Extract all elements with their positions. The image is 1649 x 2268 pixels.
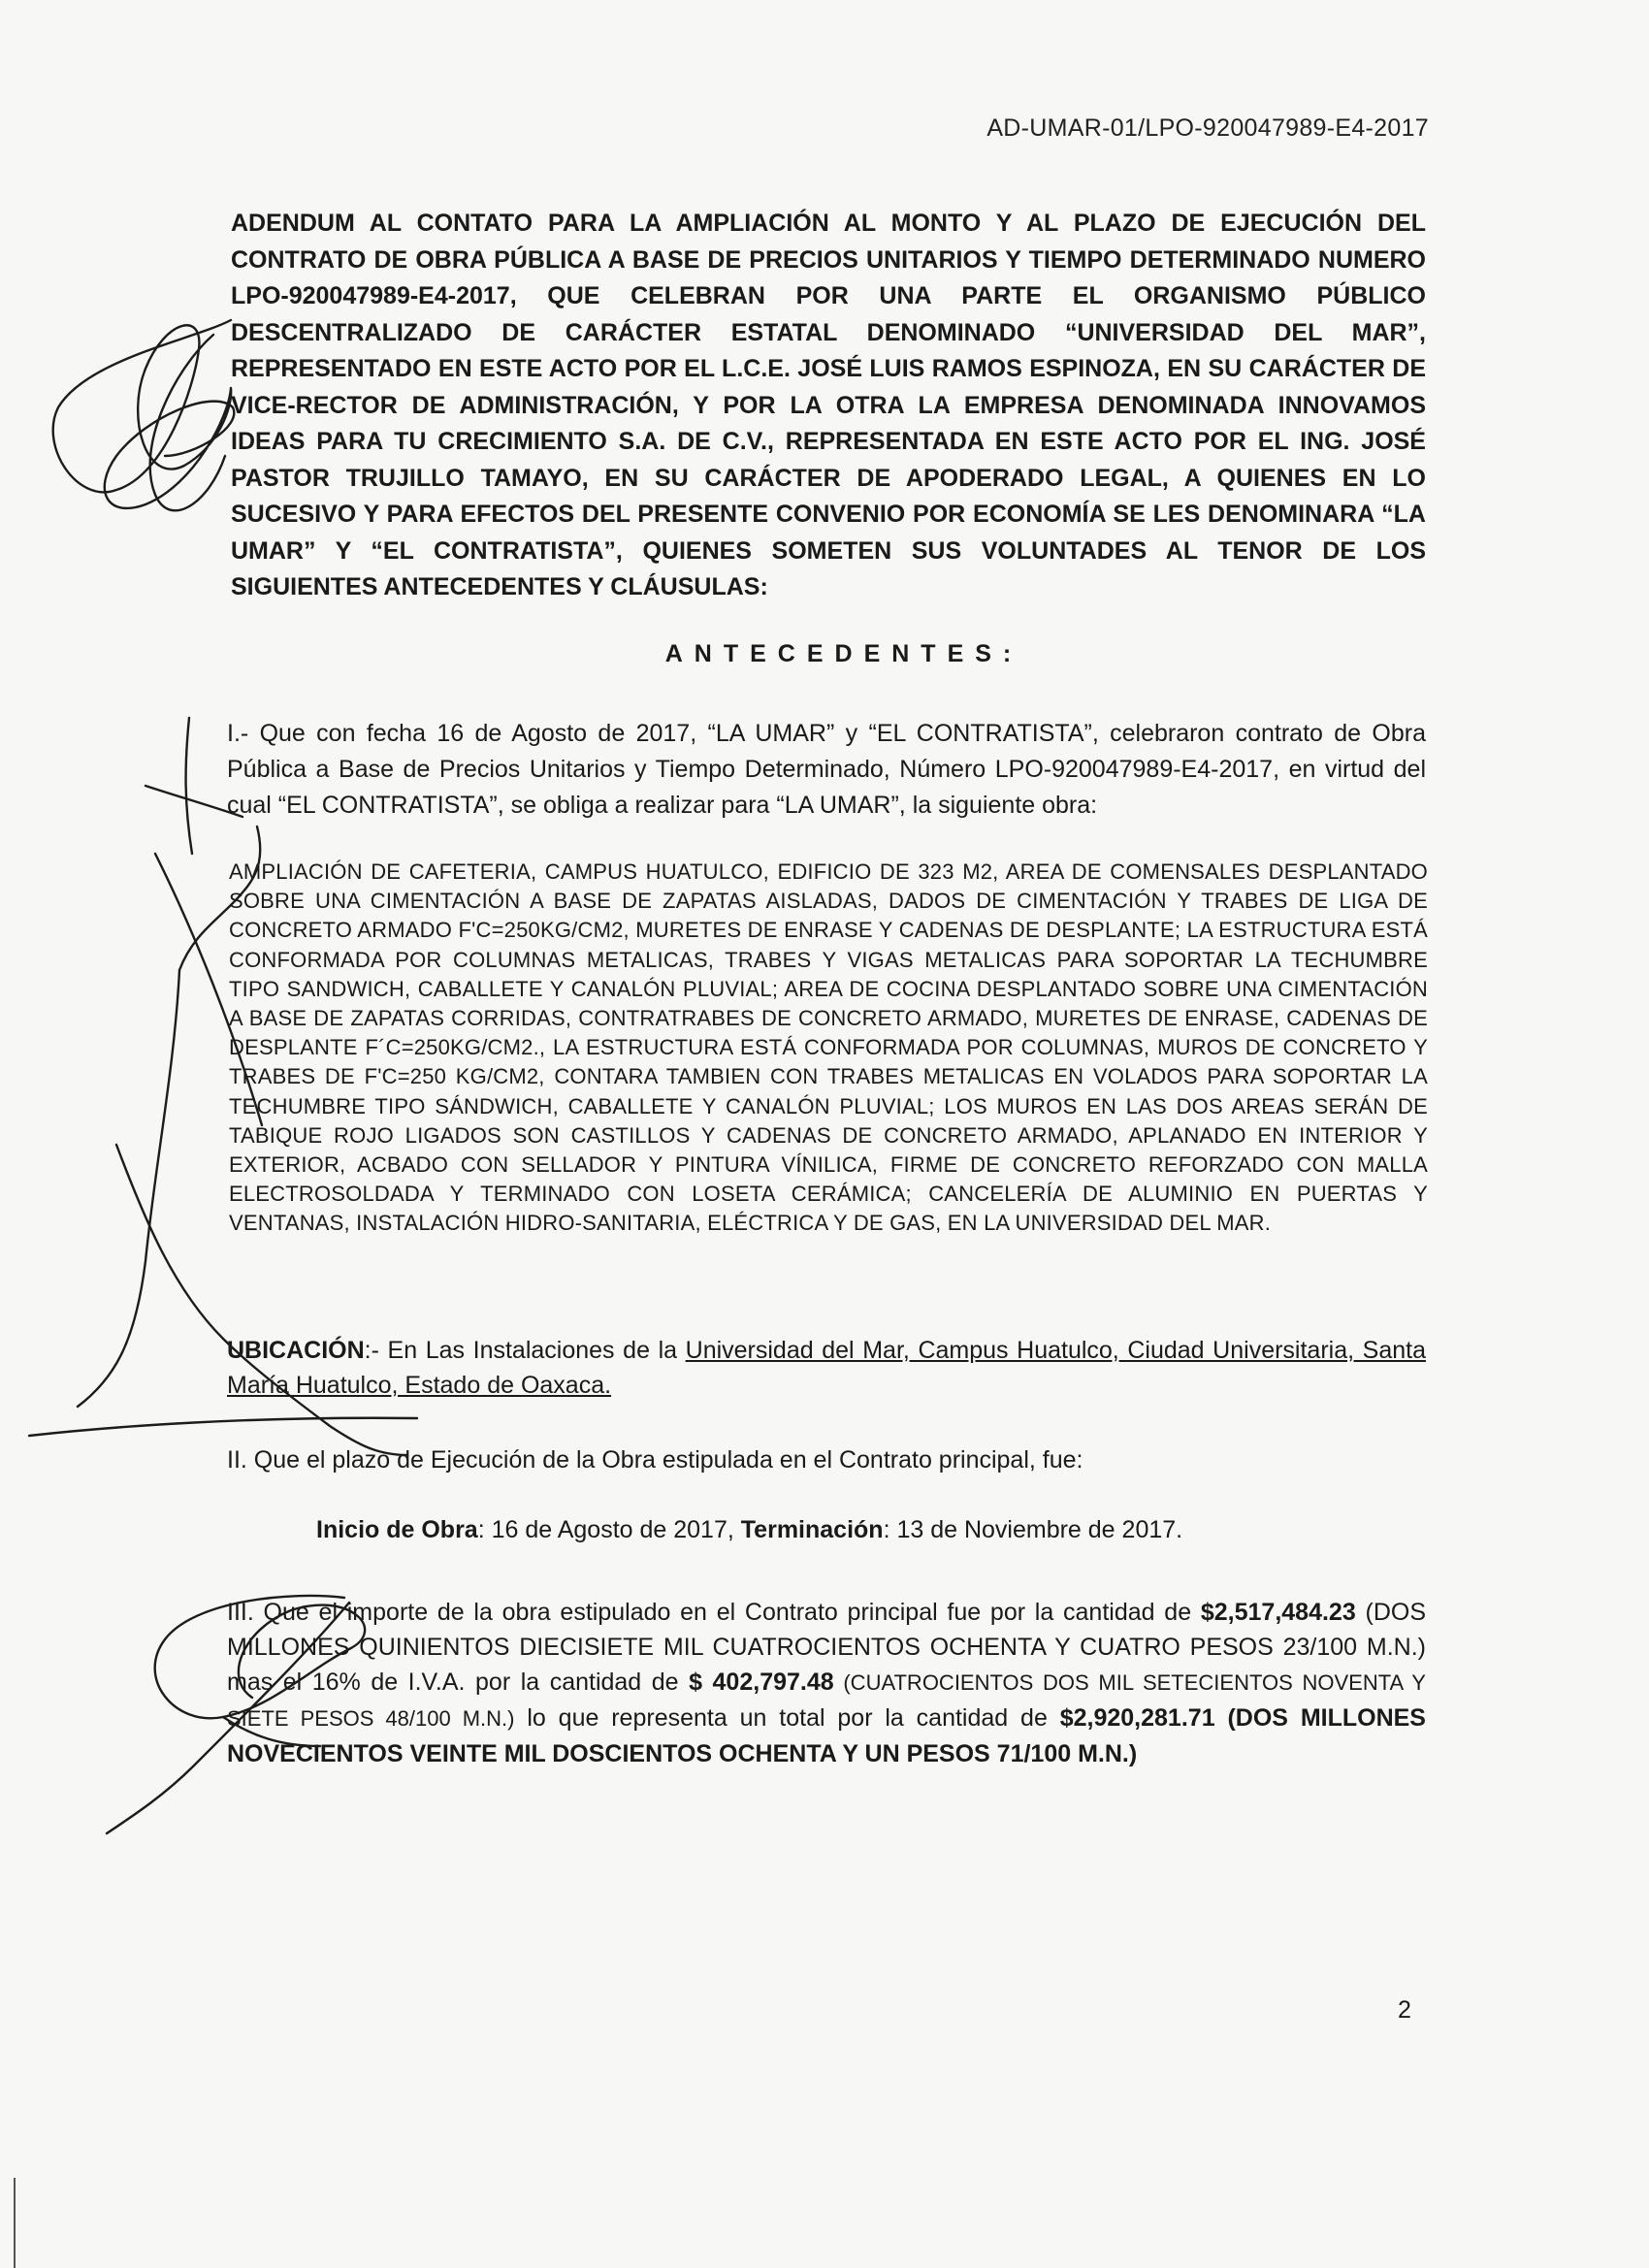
location-paragraph	[227, 1333, 1426, 1403]
margin-baseline	[29, 1418, 417, 1436]
start-label: Inicio de Obra	[316, 1516, 478, 1543]
iva-text: mas el 16% de I.V.A. por la cantidad de	[227, 1669, 690, 1696]
margin-line-1	[186, 718, 192, 854]
antecedent-1: I.- Que con fecha 16 de Agosto de 2017, “LA UMAR” y “EL CONTRATISTA”, celebraron contrato de Obra Pública a Base de Precios Unitarios y Tiempo Determinado, Número LPO-920047989-E4-2017, en virtud del cual “EL CONTRATISTA”, se obliga a realizar para “LA UMAR”, la siguiente obra:	[227, 720, 1426, 819]
end-value: : 13 de Noviembre de 2017.	[883, 1516, 1183, 1543]
section-heading-antecedentes: ANTECEDENTES:	[664, 640, 1023, 667]
antecedent-3	[227, 1595, 1426, 1771]
start-value: : 16 de Agosto de 2017,	[477, 1516, 741, 1543]
amount-lead: III. Que el importe de la obra estipulado en el Contrato principal fue por la cantidad de	[227, 1599, 1201, 1626]
margin-long-stroke	[78, 970, 179, 1407]
location-place: Universidad del Mar, Campus Huatulco, Ciudad Universitaria, Santa María Huatulco, Estado de Oaxaca.	[227, 1337, 1426, 1399]
work-description: AMPLIACIÓN DE CAFETERIA, CAMPUS HUATULCO, EDIFICIO DE 323 M2, AREA DE COMENSALES DESPLANTADO SOBRE UNA CIMENTACIÓN A BASE DE ZAPATAS AISLADAS, DADOS DE CIMENTACIÓN Y TRABES DE LIGA DE CONCRETO ARMADO F'C=250KG/CM2, MURETES DE ENRASE Y CADENAS DE DESPLANTE; LA ESTRUCTURA ESTÁ CONFORMADA POR COLUMNAS METALICAS, TRABES Y VIGAS METALICAS PARA SOPORTAR LA TECHUMBRE TIPO SANDWICH, CABALLETE Y CANALÓN PLUVIAL; AREA DE COCINA DESPLANTADO SOBRE UNA CIMENTACIÓN A BASE DE ZAPATAS CORRIDAS, CONTRATRABES DE CONCRETO ARMADO, MURETES DE ENRASE, CADENAS DE DESPLANTE F´C=250KG/CM2., LA ESTRUCTURA ESTÁ CONFORMADA POR COLUMNAS, MUROS DE CONCRETO Y TRABES DE F'C=250 KG/CM2, CONTARA TAMBIEN CON TRABES METALICAS EN VOLADOS PARA SOPORTAR LA TECHUMBRE TIPO SÁNDWICH, CABALLETE Y CANALÓN PLUVIAL; LOS MUROS EN LAS DOS AREAS SERÁN DE TABIQUE ROJO LIGADOS SON CASTILLOS Y CADENAS DE CONCRETO ARMADO, APLANADO EN INTERIOR Y EXTERIOR, ACBADO CON SELLADOR Y PINTURA VÍNILICA, FIRME DE CONCRETO REFORZADO CON MALLA ELECTROSOLDADA Y TERMINADO CON LOSETA CERÁMICA; CANCELERÍA DE ALUMINIO EN PUERTAS Y VENTANAS, INSTALACIÓN HIDRO-SANITARIA, ELÉCTRICA Y DE GAS, EN LA UNIVERSIDAD DEL MAR.	[229, 859, 1428, 1236]
end-label: Terminación	[740, 1516, 884, 1543]
location-label: UBICACIÓN	[227, 1337, 365, 1364]
contract-amount-words: (DOS MILLONES QUINIENTOS DIECISIETE MIL CUATROCIENTOS OCHENTA Y CUATRO PESOS 23/100 M.N.)	[227, 1599, 1427, 1661]
document-code: AD-UMAR-01/LPO-920047989-E4-2017	[986, 114, 1429, 142]
iva-words: (CUATROCIENTOS DOS MIL SETECIENTOS NOVENTA Y SIETE PESOS 48/100 M.N.)	[227, 1670, 1426, 1731]
signature-scribble-top	[53, 320, 235, 508]
total-amount: $2,920,281.71	[1059, 1704, 1215, 1732]
location-separator: :- En Las Instalaciones de la	[364, 1337, 686, 1364]
page-number: 2	[1398, 1996, 1411, 2024]
signature-scribble-top-2	[150, 335, 225, 510]
intro-paragraph: ADENDUM AL CONTATO PARA LA AMPLIACIÓN AL MONTO Y AL PLAZO DE EJECUCIÓN DEL CONTRATO DE OBRA PÚBLICA A BASE DE PRECIOS UNITARIOS Y TIEMPO DETERMINADO NUMERO LPO-920047989-E4-2017, QUE CELEBRAN POR UNA PARTE EL ORGANISMO PÚBLICO DESCENTRALIZADO DE CARÁCTER ESTATAL DENOMINADO “UNIVERSIDAD DEL MAR”, REPRESENTADO EN ESTE ACTO POR EL L.C.E. JOSÉ LUIS RAMOS ESPINOZA, EN SU CARÁCTER DE VICE-RECTOR DE ADMINISTRACIÓN, Y POR LA OTRA LA EMPRESA DENOMINADA INNOVAMOS IDEAS PARA TU CRECIMIENTO S.A. DE C.V., REPRESENTADA EN ESTE ACTO POR EL ING. JOSÉ PASTOR TRUJILLO TAMAYO, EN SU CARÁCTER DE APODERADO LEGAL, A QUIENES EN LO SUCESIVO Y PARA EFECTOS DEL PRESENTE CONVENIO POR ECONOMÍA SE LES DENOMINARA “LA UMAR” Y “EL CONTRATISTA”, QUIENES SOMETEN SUS VOLUNTADES AL TENOR DE LOS SIGUIENTES ANTECEDENTES Y CLÁUSULAS:	[231, 210, 1426, 600]
total-text: lo que representa un total por la cantidad de	[514, 1704, 1060, 1732]
schedule-line	[316, 1516, 1182, 1544]
antecedent-2: II. Que el plazo de Ejecución de la Obra estipulada en el Contrato principal, fue:	[227, 1446, 1083, 1474]
contract-amount: $2,517,484.23	[1200, 1599, 1356, 1626]
iva-amount: $ 402,797.48	[689, 1669, 834, 1696]
total-words: (DOS MILLONES NOVECIENTOS VEINTE MIL DOSCIENTOS OCHENTA Y UN PESOS 71/100 M.N.)	[227, 1704, 1426, 1767]
page-edge-line	[14, 2178, 16, 2268]
